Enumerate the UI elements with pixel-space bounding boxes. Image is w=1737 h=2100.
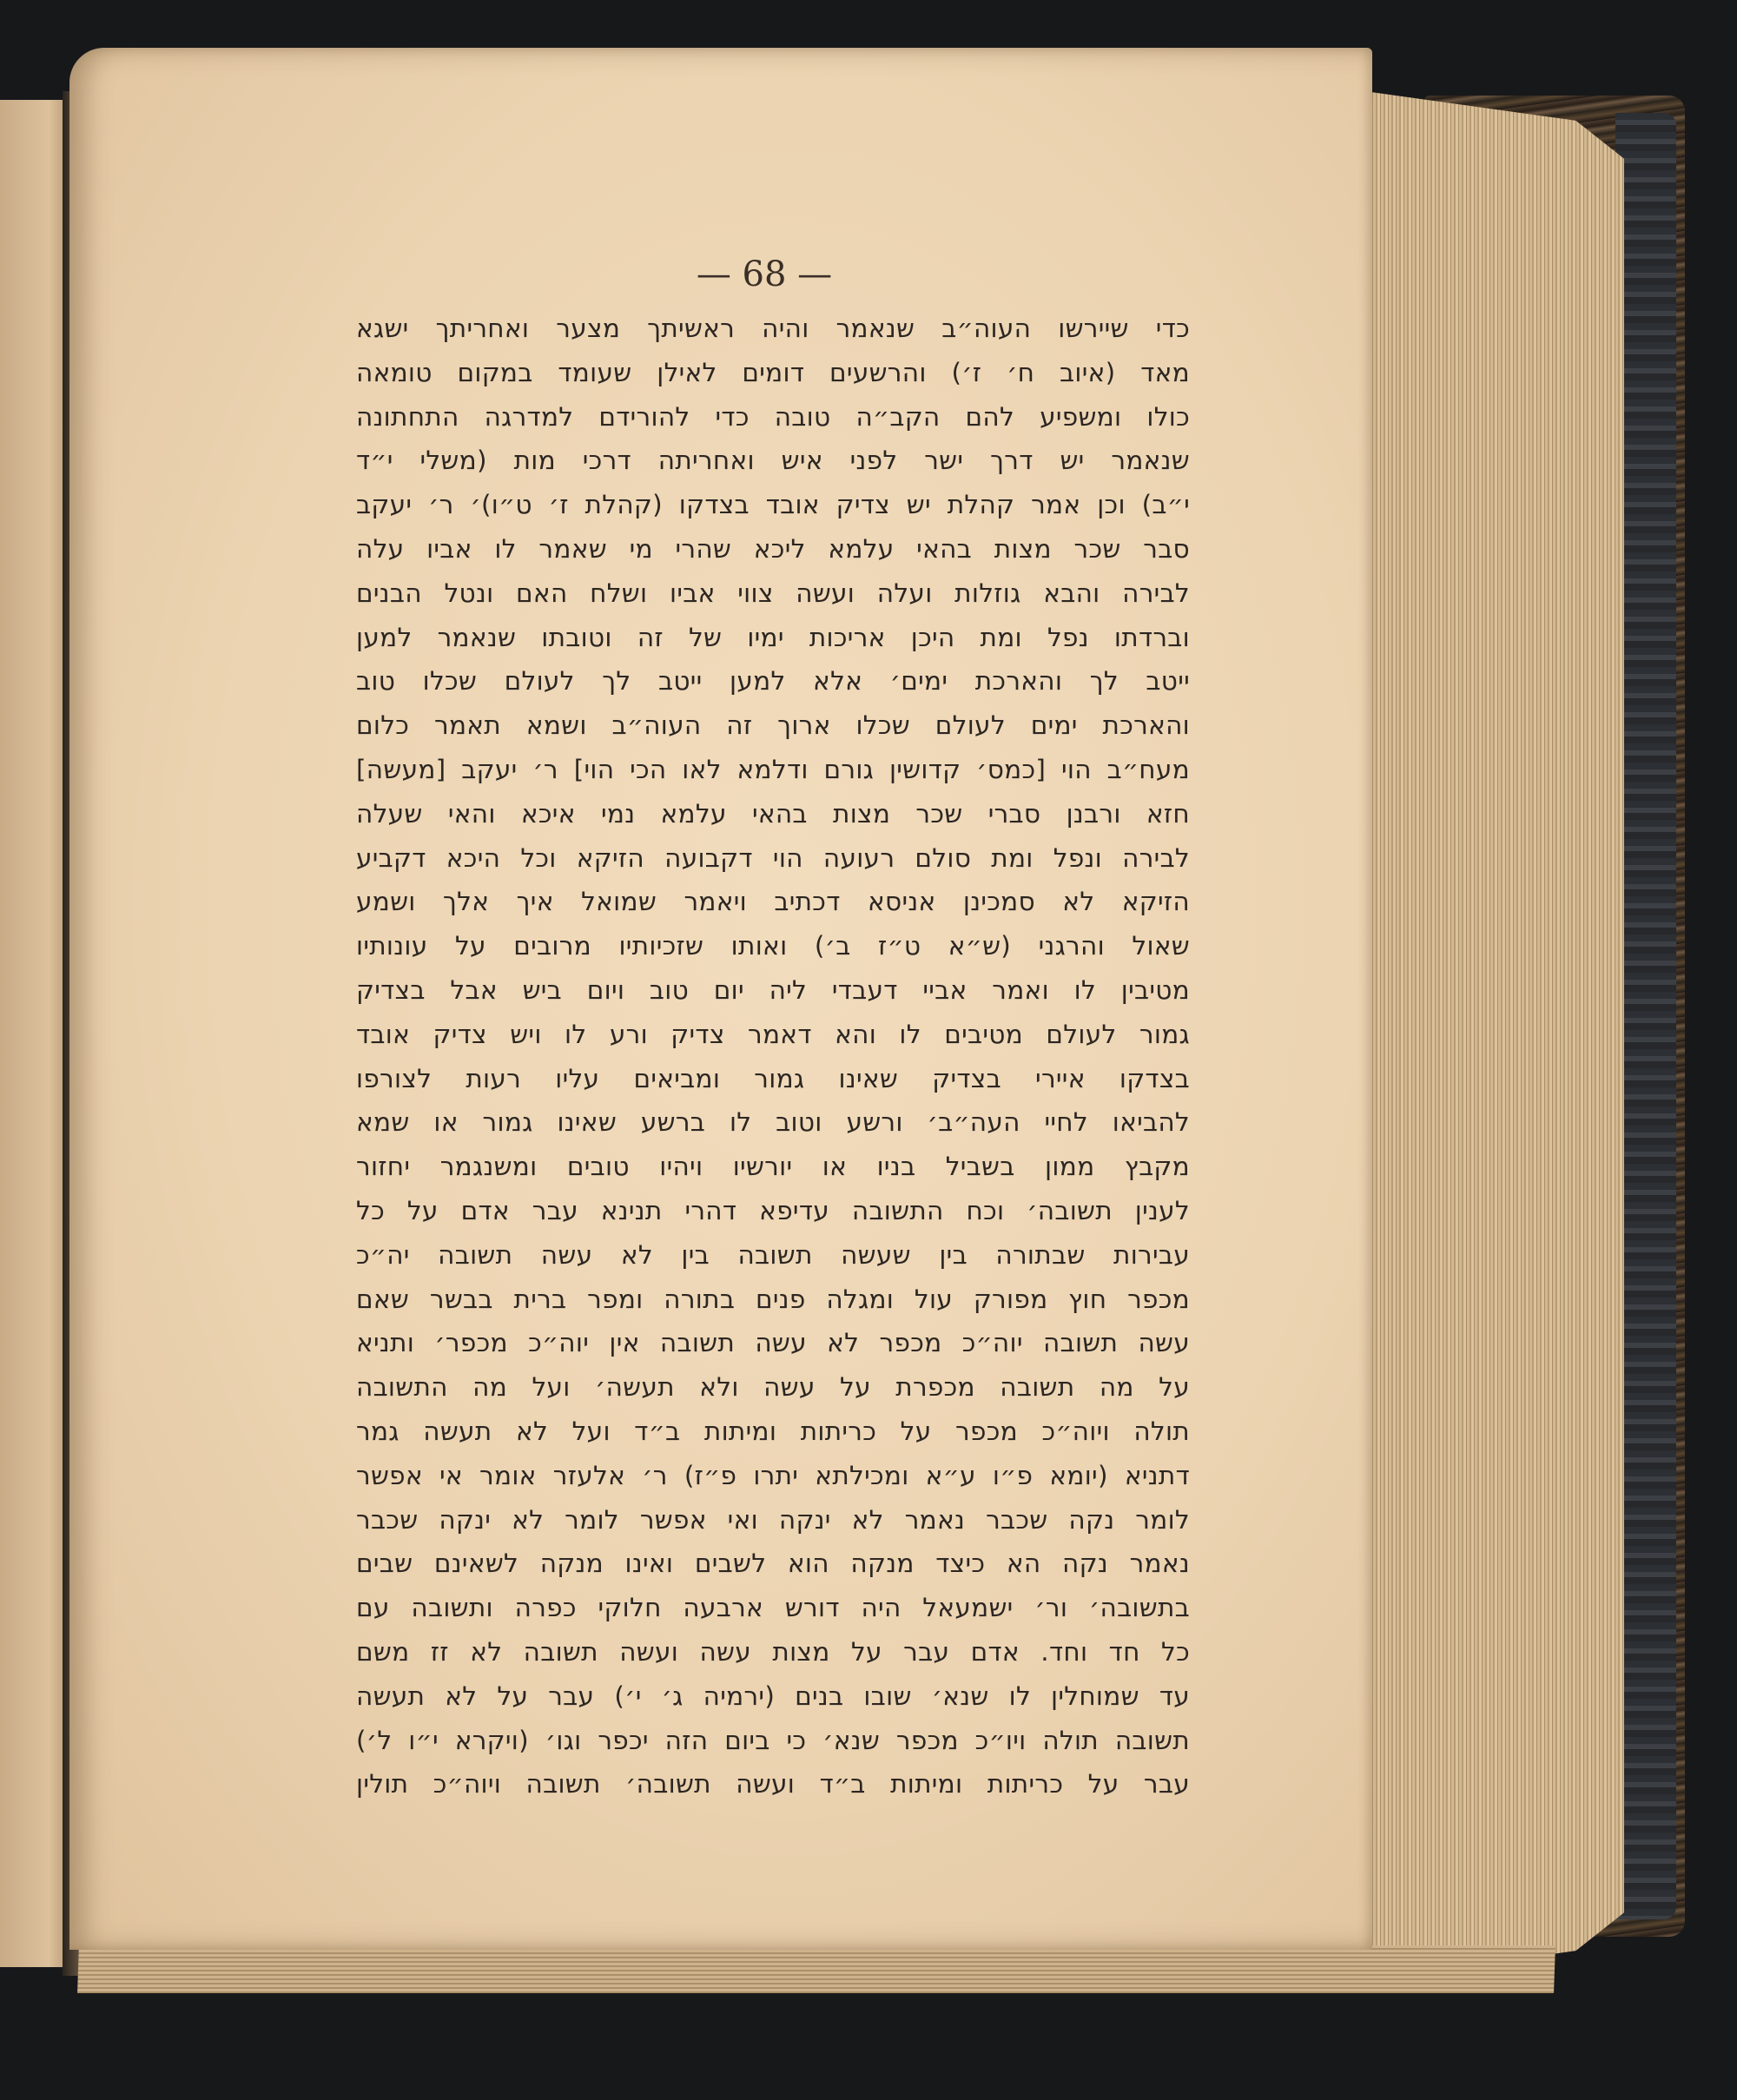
text-line: עשה תשובה יוה״כ מכפר לא עשה תשובה אין יוה״כ מכפר׳ ותניא [356, 1328, 1190, 1358]
text-line: כל חד וחד. אדם עבר על מצות עשה ועשה תשובה לא זז משם [356, 1636, 1190, 1667]
text-line: מעח״ב הוי [כמס׳ קדושין גורם ודלמא לאו הכי הוי] ר׳ יעקב [מעשה] [356, 754, 1190, 784]
text-line: על מה תשובה מכפרת על עשה ולא תעשה׳ ועל מה התשובה [356, 1372, 1190, 1403]
text-line: מכפר חוץ מפורק עול ומגלה פנים בתורה ומפר ברית בבשר שאם [356, 1284, 1190, 1314]
text-line: עבר על כריתות ומיתות ב״ד ועשה תשובה׳ תשובה ויוה״כ תולין [356, 1769, 1190, 1800]
text-line: לבירה ונפל ומת סולם רעועה הוי דקבועה הזיקא וכל היכא דקביע [356, 842, 1190, 873]
text-line: לענין תשובה׳ וכח התשובה עדיפא דהרי תנינא עבר אדם על כל [356, 1195, 1190, 1225]
text-line: שנאמר יש דרך ישר לפני איש ואחריתה דרכי מות (משלי י״ד [356, 446, 1190, 476]
text-line: מטיבין לו ואמר אביי דעבדי ליה יום טוב ויום ביש אבל בצדיק [356, 974, 1190, 1005]
text-line: סבר שכר מצות בהאי עלמא ליכא שהרי מי שאמר לו אביו עלה [356, 533, 1190, 564]
text-line: לבירה והבא גוזלות ועלה ועשה צווי אביו ושלח האם ונטל הבנים [356, 578, 1190, 608]
text-line: בתשובה׳ ור׳ ישמעאל היה דורש ארבעה חלוקי כפרה ותשובה עם [356, 1593, 1190, 1623]
text-line: כדי שיירשו העוה״ב שנאמר והיה ראשיתך מצער ואחריתך ישגא [356, 314, 1190, 343]
text-line: תשובה תולה ויו״כ מכפר שנא׳ כי ביום הזה יכפר וגו׳ (ויקרא י״ו ל׳) [356, 1725, 1190, 1755]
text-line: בצדקו איירי בצדיק שאינו גמור ומביאים עליו רעות לצורפו [356, 1063, 1190, 1093]
text-line: שאול והרגני (ש״א ט״ז ב׳) ואותו שזכיותיו מרובים על עונותיו [356, 931, 1190, 961]
text-line: והארכת ימים לעולם שכלו ארוך זה העוה״ב ושמא תאמר כלום [356, 710, 1190, 741]
text-line: גמור לעולם מטיבים לו והא דאמר צדיק ורע לו ויש צדיק אובד [356, 1019, 1190, 1049]
book-page [69, 48, 1372, 1950]
body-text [356, 307, 1190, 1800]
text-line: כולו ומשפיע להם הקב״ה טובה כדי להורידם למדרגה התחתונה [356, 401, 1190, 432]
text-line: תולה ויוה״כ מכפר על כריתות ומיתות ב״ד ועל לא תעשה גמר [356, 1416, 1190, 1446]
page-number: — 68 — [696, 254, 833, 294]
page-bottom-edges [77, 1945, 1555, 1993]
text-line: וברדתו נפל ומת היכן אריכות ימיו של זה וטובתו שנאמר למען [356, 622, 1190, 652]
text-line: י״ב) וכן אמר קהלת יש צדיק אובד בצדקו (קהלת ז׳ ט״ו)׳ ר׳ יעקב [356, 490, 1190, 520]
book-spine [1615, 113, 1676, 1919]
text-line: מקבץ ממון בשביל בניו או יורשיו ויהיו טובים ומשנגמר יחזור [356, 1152, 1190, 1182]
text-line: חזא ורבנן סברי שכר מצות בהאי עלמא נמי איכא והאי שעלה [356, 798, 1190, 829]
text-line: ייטב לך והארכת ימים׳ אלא למען ייטב לך לעולם שכלו טוב [356, 666, 1190, 697]
text-line: עבירות שבתורה בין שעשה תשובה בין לא עשה תשובה יה״כ [356, 1239, 1190, 1270]
text-line: להביאו לחיי העה״ב׳ ורשע וטוב לו ברשע שאינו גמור או שמא [356, 1107, 1190, 1138]
text-line: מאד (איוב ח׳ ז׳) והרשעים דומים לאילן שעומד במקום טומאה [356, 357, 1190, 387]
text-line: דתניא (יומא פ״ו ע״א ומכילתא יתרו פ״ז) ר׳ אלעזר אומר אי אפשר [356, 1460, 1190, 1490]
text-line: הזיקא לא סמכינן אניסא דכתיב ויאמר שמואל איך אלך ושמע [356, 887, 1190, 917]
left-page-edge [0, 100, 69, 1967]
text-line: לומר נקה שכבר נאמר לא ינקה ואי אפשר לומר לא ינקה שכבר [356, 1504, 1190, 1535]
text-line: נאמר נקה הא כיצד מנקה הוא לשבים ואינו מנקה לשאינם שבים [356, 1549, 1190, 1579]
text-line: עד שמוחלין לו שנא׳ שובו בנים (ירמיה ג׳ י׳) עבר על לא תעשה [356, 1681, 1190, 1711]
